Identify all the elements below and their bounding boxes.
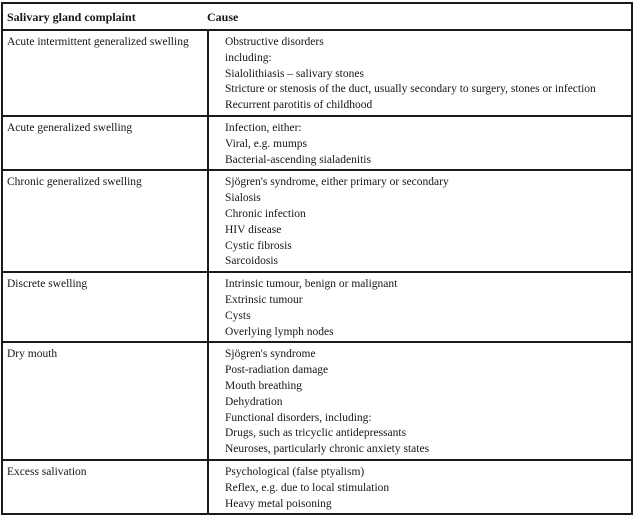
cause-line: Viral, e.g. mumps <box>225 137 308 150</box>
complaint-cell: Acute intermittent generalized swelling <box>7 36 189 48</box>
header-cause-label: Cause <box>207 10 239 24</box>
table-row <box>3 115 631 169</box>
table-row <box>3 459 631 513</box>
cause-line: Post-radiation damage <box>225 364 329 377</box>
cause-line: Infection, either: <box>225 121 302 134</box>
cause-line: Stricture or stenosis of the duct, usually secondary to surgery, stones or infection <box>225 83 596 96</box>
table-row <box>3 31 631 115</box>
causes-cell <box>207 117 631 169</box>
complaint-cell: Excess salivation <box>7 465 87 478</box>
cause-line: Chronic infection <box>225 207 306 220</box>
causes-cell <box>207 31 631 115</box>
cause-line: Sialolithiasis – salivary stones <box>225 67 364 80</box>
table-row <box>3 169 631 271</box>
cause-line: Overlying lymph nodes <box>225 325 334 338</box>
header-complaint-label: Salivary gland complaint <box>7 10 136 24</box>
cause-line: Intrinsic tumour, benign or malignant <box>225 278 398 291</box>
complaint-cell: Acute generalized swelling <box>7 121 133 134</box>
cause-line: Drugs, such as tricyclic antidepressants <box>225 427 407 440</box>
salivary-gland-table <box>1 2 633 515</box>
cause-line: Heavy metal poisoning <box>225 497 332 510</box>
table-header-row <box>3 4 631 31</box>
causes-cell <box>207 273 631 341</box>
cause-line: HIV disease <box>225 223 282 236</box>
cause-line: Sarcoidosis <box>225 255 279 268</box>
cause-line: Sialosis <box>225 192 261 205</box>
causes-cell <box>207 461 631 513</box>
complaint-cell: Dry mouth <box>7 348 58 361</box>
complaint-cell: Discrete swelling <box>7 278 88 291</box>
cause-line: Functional disorders, including: <box>225 411 372 424</box>
cause-line: Reflex, e.g. due to local stimulation <box>225 481 390 494</box>
causes-cell <box>207 343 631 459</box>
table-row <box>3 341 631 459</box>
complaint-cell: Chronic generalized swelling <box>7 176 142 189</box>
cause-line: Recurrent parotitis of childhood <box>225 99 373 112</box>
cause-line: including: <box>225 51 272 64</box>
cause-line: Mouth breathing <box>225 379 302 392</box>
cause-line: Sjögren's syndrome, either primary or secondary <box>225 176 449 189</box>
cause-line: Extrinsic tumour <box>225 293 303 306</box>
cause-line: Dehydration <box>225 395 283 408</box>
cause-line: Cysts <box>225 309 251 322</box>
cause-line: Neuroses, particularly chronic anxiety states <box>225 443 430 456</box>
cause-line: Obstructive disorders <box>225 36 324 48</box>
cause-line: Cystic fibrosis <box>225 239 292 252</box>
table-row <box>3 271 631 341</box>
causes-cell <box>207 171 631 271</box>
cause-line: Sjögren's syndrome <box>225 348 316 361</box>
cause-line: Bacterial-ascending sialadenitis <box>225 153 371 166</box>
cause-line: Psychological (false ptyalism) <box>225 465 365 478</box>
